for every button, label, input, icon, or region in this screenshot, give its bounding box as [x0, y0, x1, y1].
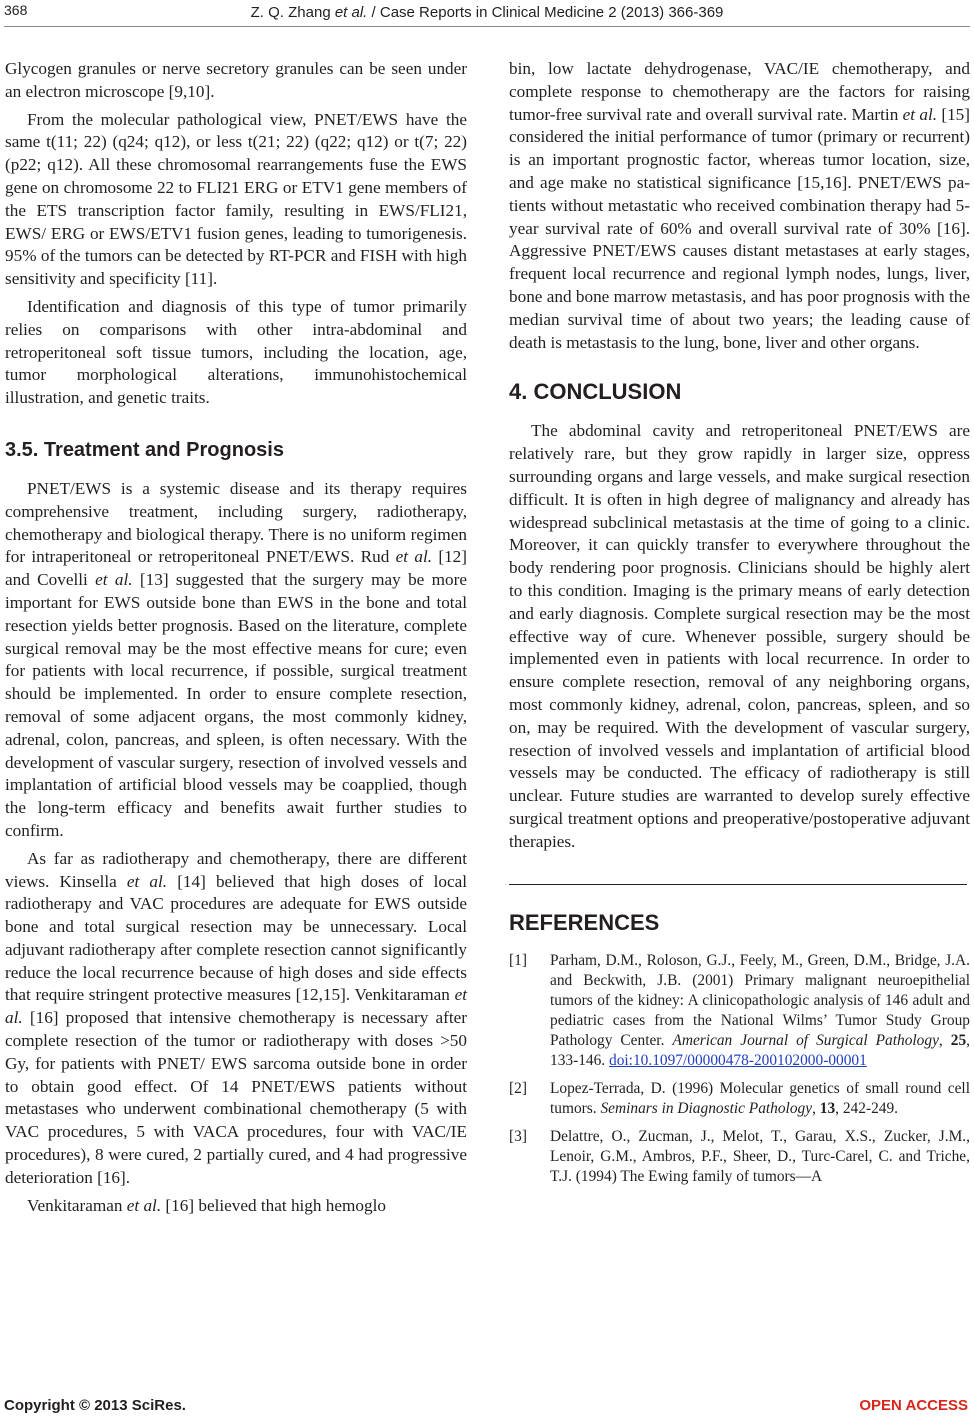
right-column	[509, 58, 970, 1195]
text-run: PNET/EWS is a systemic disease and its therapy requires comprehensive treatment, including surgery, radiotherapy, chemotherapy and biological therapy. There is no uniform regimen for intraperitoneal or retroperitoneal PNET/EWS. Rud	[5, 478, 467, 567]
open-access-label: OPEN ACCESS	[859, 1397, 968, 1414]
reference-volume: 13	[819, 1099, 836, 1117]
left-column	[5, 58, 467, 1217]
running-header-authors: Z. Q. Zhang	[250, 4, 335, 21]
et-al: et al.	[395, 547, 433, 567]
reference-text: Delattre, O., Zucman, J., Melot, T., Garau, X.S., Zucker, J.M., Lenoir, G.M., Ambros, P.F., Sheer, D., Turc-Carel, C. and Triche, T.J. (1994) The Ewing family of tumors—A	[550, 1127, 970, 1185]
running-header-journal: / Case Reports in Clinical Medicine 2 (2013) 366-369	[367, 4, 724, 21]
reference-doi-link[interactable]: doi:10.1097/00000478-200102000-00001	[609, 1051, 867, 1069]
reference-volume: 25	[950, 1031, 967, 1049]
heading-conclusion: 4. CONCLUSION	[509, 379, 682, 405]
et-al: et al.	[126, 871, 168, 891]
heading-treatment-prognosis: 3.5. Treatment and Prognosis	[5, 438, 284, 461]
running-header	[0, 4, 974, 21]
running-header-etal: et al.	[334, 4, 368, 21]
reference-journal: Seminars in Diagnostic Pathology	[600, 1099, 813, 1117]
text-run: [12] and Covelli	[5, 547, 467, 590]
reference-journal: American Journal of Surgical Pathology	[672, 1031, 939, 1049]
et-al: et al.	[902, 104, 938, 124]
text-run: As far as radiotherapy and chemotherapy, there are different views. Kinsella	[5, 848, 467, 891]
reference-item	[509, 1127, 970, 1187]
text-run: Venkitaraman	[27, 1195, 127, 1215]
paragraph-systemic-disease	[5, 478, 467, 843]
et-al: et al.	[95, 570, 133, 590]
reference-pages: , 133-146.	[550, 1031, 970, 1069]
reference-number: [1]	[509, 951, 527, 969]
reference-text: Lopez-Terrada, D. (1996) Molecular genetics of small round cell tumors.	[550, 1079, 970, 1117]
reference-list	[509, 951, 970, 1187]
et-al: et al.	[5, 985, 467, 1028]
paragraph-glycogen: Glycogen granules or nerve secretory granules can be seen under an electron microscope [9,10].	[5, 59, 467, 101]
reference-separator: ,	[938, 1031, 951, 1049]
reference-item	[509, 1079, 970, 1119]
text-run: [16] proposed that intensive chemotherapy is necessary after complete resection of the tumor or radiotherapy with doses >50 Gy, for patients with PNET/ EWS sarcoma outside bone in order to obtain good effect. Of 14 PNET/EWS patients without metastases who underwent combinational chemotherapy (5 with VAC procedures, 5 with VACA procedures, four with VAC/IE procedures), 8 were cured, 2 partially cured, and 4 had progressive deterioration [16].	[5, 1008, 467, 1187]
paragraph-molecular-pathology: From the molecular pathological view, PNET/EWS have the same t(11; 22) (q24; q12), or less t(21; 22) (q22; q12) or t(7; 22) (p22; q12). All these chromosomal rearrangements fuse the EWS gene on chromosome 22 to FLI21 ERG or ETV1 gene members of the ETS transcription factor family, resulting in EWS/FLI21, EWS/ ERG or EWS/ETV1 fusion genes, leading to tumorigenesis. 95% of the tumors can be detected by RT-PCR and FISH with high sensitivity and specificity [11].	[5, 109, 467, 289]
text-run: bin, low lactate dehydrogenase, VAC/IE chemotherapy, and complete response to chemotherapy are the factors for raising tumor-free survival rate and overall survival rate. Martin	[509, 59, 970, 124]
reference-item	[509, 951, 970, 1071]
page-number: 368	[4, 2, 28, 18]
reference-separator: ,	[812, 1099, 820, 1117]
text-run: [13] suggested that the surgery may be more important for EWS outside bone than EWS in the bone and total resection yields better prognosis. Based on the literature, complete surgical removal may be the most effective means for cure; even for patients with local recurrence, if possible, surgical treatment should be implemented. In order to ensure complete resection, removal of some adjacent organs, the most commonly kidney, adrenal, colon, pancreas, and spleen, is often necessary. With the development of vascular surgery, resection of involved vessels and implantation of artificial blood vessels may be coapplied, though the long-term efficacy and benefits await further studies to confirm.	[5, 570, 467, 840]
text-run: [15] considered the initial performance of tumor (primary or recurrent) is an important prognostic factor, whereas tumor location, size, and age make no statistical significance [15,16]. PNET/EWS patients without metastatic who received combination therapy had 5-year survival rate of 60% and overall survival rate of 30% [16]. Aggressive PNET/EWS causes distant metastases at early stages, frequent local recurrence and regional lymph nodes, lungs, liver, bone and bone marrow metastasis, and has poor prognosis with the median survival time of about two years; the leading cause of death is metastasis to the lung, bone, liver and other organs.	[509, 104, 970, 352]
reference-number: [2]	[509, 1079, 527, 1097]
paragraph-venkitaraman	[5, 1195, 467, 1218]
reference-text: Parham, D.M., Roloson, G.J., Feely, M., Green, D.M., Bridge, J.A. and Beckwith, J.B. (2001) Primary malignant neuroepithelial tumors of the kidney: A clinicopathologic analysis of 146 adult and pediatric cases from the National Wilms’ Tumor Study Group Pathology Center.	[550, 951, 970, 1049]
et-al: et al.	[126, 1195, 162, 1215]
paragraph-conclusion: The abdominal cavity and retroperitoneal PNET/EWS are relatively rare, but they grow rapidly in larger size, oppress surrounding organs and large vessels, and make surgical resection difficult. It is often in high degree of malignancy and already has widespread subclinical metastasis at the time of going to a clinic. Moreover, it can quickly transfer to everywhere throughout the body rendering poor prognosis. Clinicians should be highly alert to this condition. Imaging is the primary means of early detection and early diagnosis. Complete surgical resection may be the most effective way of cure. Whenever possible, surgery should be implemented even in patients with local recurrence. In order to ensure complete resection, removal of any neighboring organs, most commonly kidney, adrenal, colon, pancreas, spleen, and so on, may be required. With the development of vascular surgery, resection of involved vessels and implantation of artificial blood vessels may be conducted. The efficacy of radiotherapy is still unclear. Future studies are warranted to develop surely effective surgical treatment options and preoperative/postoperative adjuvant therapies.	[509, 421, 970, 851]
references-rule	[509, 884, 967, 885]
reference-pages: , 242-249.	[835, 1099, 898, 1117]
text-run: [16] believed that high hemoglo	[161, 1195, 386, 1215]
paragraph-radiotherapy-chemotherapy	[5, 848, 467, 1190]
text-run: [14] believed that high doses of local radiotherapy and VAC procedures are adequate for EWS outside bone and total surgical resection may be unnecessary. Local adjuvant radiotherapy after complete resection cannot significantly reduce the local recurrence because of high doses and side effects that require stringent protective measures [12,15]. Venkitaraman	[5, 871, 467, 1005]
paragraph-identification: Identification and diagnosis of this type of tumor primarily relies on comparisons with other intra-abdominal and retroperitoneal soft tissue tumors, including the location, age, tumor morphological alterations, immunohistochemical illustration, and genetic traits.	[5, 296, 467, 408]
paragraph-prognostic-factors	[509, 58, 970, 354]
header-rule	[4, 26, 970, 27]
copyright-notice: Copyright © 2013 SciRes.	[4, 1397, 186, 1414]
reference-number: [3]	[509, 1127, 527, 1145]
heading-references: REFERENCES	[509, 909, 660, 935]
